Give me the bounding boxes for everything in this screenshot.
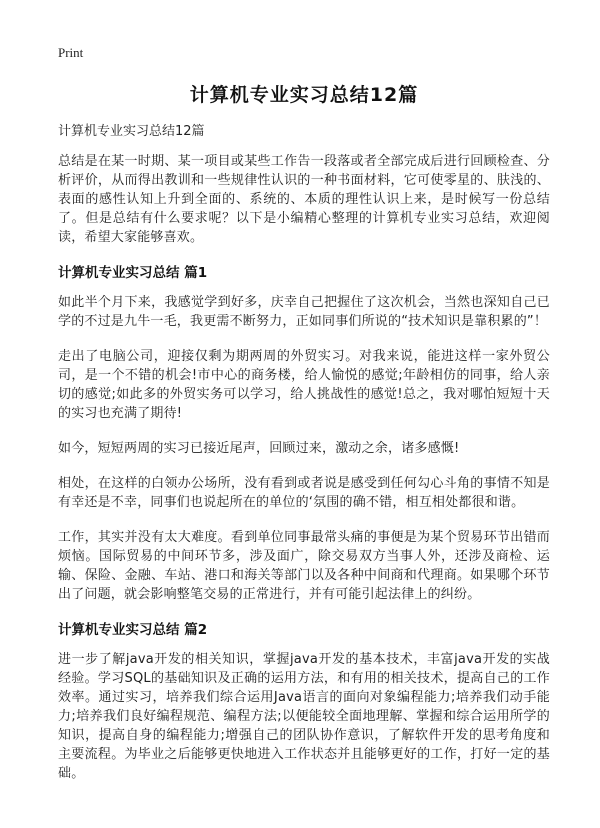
section-1-paragraph-4: 相处，在这样的白领办公场所，没有看到或者说是感受到任何勾心斗角的事情不知是有幸还是不幸，同事们也说起所在的单位的‘氛围的确不错，相互相处都很和谐。 (58, 476, 550, 510)
document-subtitle: 计算机专业实习总结12篇 (58, 124, 205, 139)
print-label[interactable]: Print (58, 45, 84, 60)
document-body (58, 152, 550, 799)
section-2-paragraph-1: 进一步了解java开发的相关知识，掌握java开发的基本技术，丰富java开发的实战经验。学习SQL的基础知识及正确的运用方法，和有用的相关技术，提高自己的工作效率。通过实习，培养我们综合运用Java语言的面向对象编程能力;培养我们动手能力;培养我们良好编程规范、编程方法;以便能较全面地理解、掌握和综合运用所学的知识，提高自身的编程能力;增强自己的团队协作意识，了解软件开发的思考角度和主要流程。为毕业之后能够更快地进入工作状态并且能够更好的工作，打好一定的基础。 (58, 652, 550, 781)
section-1-paragraph-5: 工作，其实并没有太大难度。看到单位同事最常头痛的事便是为某个贸易环节出错而烦恼。国际贸易的中间环节多，涉及面广，除交易双方当事人外，还涉及商检、运输、保险、金融、车站、港口和海关等部门以及各种中间商和代理商。如果哪个环节出了问题，就会影响整笔交易的正常进行，并有可能引起法律上的纠纷。 (58, 530, 550, 602)
section-1-paragraph-1: 如此半个月下来，我感觉学到好多，庆幸自己把握住了这次机会，当然也深知自己已学的不过是九牛一毛，我更需不断努力，正如同事们所说的“技术知识是靠积累的”！ (58, 295, 550, 329)
intro-paragraph: 总结是在某一时期、某一项目或某些工作告一段落或者全部完成后进行回顾检查、分析评价，从而得出教训和一些规律性认识的一种书面材料，它可使零星的、肤浅的、表面的感性认知上升到全面的、系统的、本质的理性认识上来，是时候写一份总结了。但是总结有什么要求呢？以下是小编精心整理的计算机专业实习总结，欢迎阅读，希望大家能够喜欢。 (58, 154, 550, 245)
section-1-paragraph-2: 走出了电脑公司，迎接仅剩为期两周的外贸实习。对我来说，能进这样一家外贸公司，是一个不错的机会!市中心的商务楼，给人愉悦的感觉;年龄相仿的同事，给人亲切的感觉;如此多的外贸实务可以学习，给人挑战性的感觉!总之，我对哪怕短短十天的实习也充满了期待! (58, 349, 550, 421)
section-1-paragraph-3: 如今，短短两周的实习已接近尾声，回顾过来，激动之余，诸多感慨! (58, 441, 460, 456)
section-heading-1: 计算机专业实习总结 篇1 (58, 265, 208, 281)
section-heading-2: 计算机专业实习总结 篇2 (58, 622, 208, 638)
page-title: 计算机专业实习总结12篇 (189, 84, 419, 106)
